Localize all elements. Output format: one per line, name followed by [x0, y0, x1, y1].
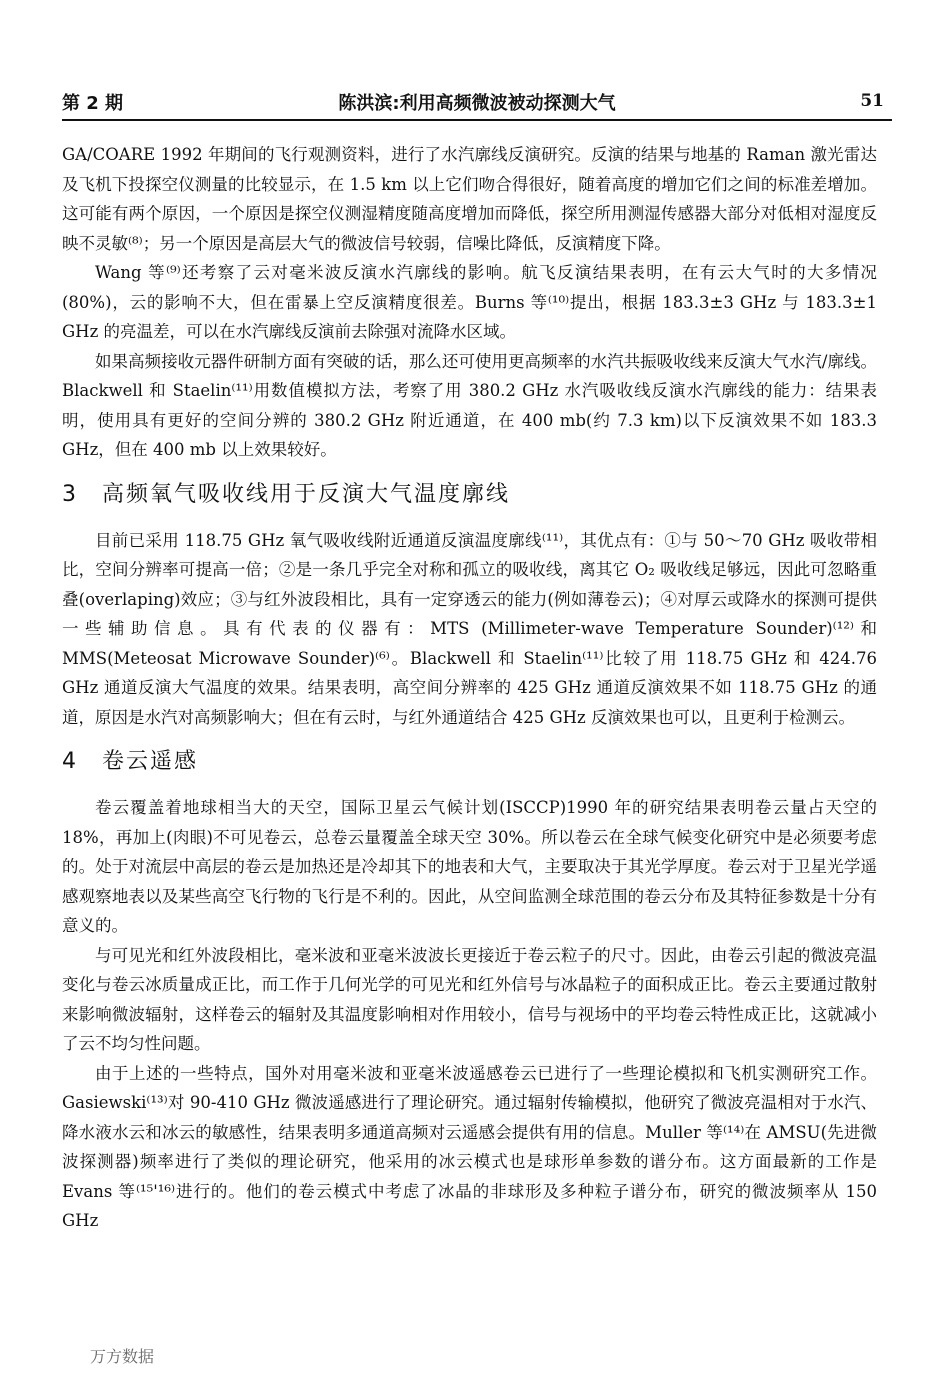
issue-label: 第 2 期: [62, 93, 124, 114]
paragraph-cloud-effect: Wang 等⁽⁹⁾还考察了云对毫米波反演水汽廓线的影响。航飞反演结果表明，在有云大气时的大多情况(80%)，云的影响不大，但在雷暴上空反演精度很差。Burns 等⁽¹⁰⁾提出，根据 183.3±3 GHz 与 183.3±1 GHz 的亮温差，可以在水汽廓线反演前去除强对流降水区域。: [62, 263, 877, 341]
paragraph-cirrus-coverage: 卷云覆盖着地球相当大的天空，国际卫星云气候计划(ISCCP)1990 年的研究结果表明卷云量占天空的 18%，再加上(肉眼)不可见卷云，总卷云量覆盖全球天空 30%。所以卷云在全球气候变化研究中是必须要考虑的。处于对流层中高层的卷云是加热还是冷却其下的地表和大气，主要取决于其光学厚度。卷云对于卫星光学遥感观察地表以及某些高空飞行物的飞行是不利的。因此，从空间监测全球范围的卷云分布及其特征参数是十分有意义的。: [62, 798, 877, 935]
page-number: 51: [860, 91, 884, 111]
paragraph-prior-research: 由于上述的一些特点，国外对用毫米波和亚毫米波遥感卷云已进行了一些理论模拟和飞机实测研究工作。Gasiewski⁽¹³⁾对 90-410 GHz 微波遥感进行了理论研究。通过辐射传输模拟，他研究了微波亮温相对于水汽、降水液水云和冰云的敏感性，结果表明多通道高频对云遥感会提供有用的信息。Muller 等⁽¹⁴⁾在 AMSU(先进微波探测器)频率进行了类似的理论研究，他采用的冰云模式也是球形单参数的谱分布。这方面最新的工作是 Evans 等⁽¹⁵'¹⁶⁾进行的。他们的卷云模式中考虑了冰晶的非球形及多种粒子谱分布，研究的微波频率从 150 GHz: [62, 1063, 877, 1230]
section-title: 卷云遥感: [102, 749, 199, 774]
running-title: 陈洪滨:利用高频微波被动探测大气: [338, 93, 616, 114]
page-header: [62, 85, 892, 121]
section-title: 高频氧气吸收线用于反演大气温度廓线: [102, 481, 511, 507]
section-heading-3: [62, 478, 877, 512]
article-body: [62, 140, 877, 1236]
section-number: 4: [62, 749, 78, 774]
paragraph-mm-wave-advantage: 与可见光和红外波段相比，毫米波和亚毫米波波长更接近于卷云粒子的尺寸。因此，由卷云引起的微波亮温变化与卷云冰质量成正比，而工作于几何光学的可见光和红外信号与冰晶粒子的面积成正比。卷云主要通过散射来影响微波辐射，这样卷云的辐射及其温度影响相对作用较小，信号与视场中的平均卷云特性成正比，这就减小了云不均匀性问题。: [62, 945, 877, 1053]
watermark: 万方数据: [90, 1347, 155, 1366]
paragraph-oxygen-line: 目前已采用 118.75 GHz 氧气吸收线附近通道反演温度廓线⁽¹¹⁾，其优点有：①与 50～70 GHz 吸收带相比，空间分辨率可提高一倍；②是一条几乎完全对称和孤立的吸收线，离其它 O₂ 吸收线足够远，因此可忽略重叠(overlaping)效应；③与红外波段相比，具有一定穿透云的能力(例如薄卷云)；④对厚云或降水的探测可提供一些辅助信息。具有代表的仪器有：MTS (Millimeter-wave Temperature Sounder)⁽¹²⁾和 MMS(Meteosat Microwave Sounder)⁽⁶⁾。Blackwell 和 Staelin⁽¹¹⁾比较了用 118.75 GHz 和 424.76 GHz 通道反演大气温度的效果。结果表明，高空间分辨率的 425 GHz 通道反演效果不如 118.75 GHz 的通道，原因是水汽对高频影响大；但在有云时，与红外通道结合 425 GHz 反演效果也可以，且更利于检测云。: [62, 530, 877, 727]
section-number: 3: [62, 481, 78, 507]
paragraph-380ghz: 如果高频接收元器件研制方面有突破的话，那么还可使用更高频率的水汽共振吸收线来反演大气水汽/廓线。Blackwell 和 Staelin⁽¹¹⁾用数值模拟方法，考察了用 380.2 GHz 水汽吸收线反演水汽廓线的能力：结果表明，使用具有更好的空间分辨的 380.2 GHz 附近通道，在 400 mb(约 7.3 km)以下反演效果不如 183.3 GHz，但在 400 mb 以上效果较好。: [62, 351, 877, 459]
paragraph-water-vapor-continued: GA/COARE 1992 年期间的飞行观测资料，进行了水汽廓线反演研究。反演的结果与地基的 Raman 激光雷达及飞机下投探空仪测量的比较显示，在 1.5 km 以上它们吻合得很好，随着高度的增加它们之间的标准差增加。这可能有两个原因，一个原因是探空仪测湿精度随高度增加而降低，探空所用测湿传感器大部分对低相对湿度反映不灵敏⁽⁸⁾；另一个原因是高层大气的微波信号较弱，信噪比降低，反演精度下降。: [62, 145, 877, 253]
section-heading-4: [62, 745, 877, 779]
